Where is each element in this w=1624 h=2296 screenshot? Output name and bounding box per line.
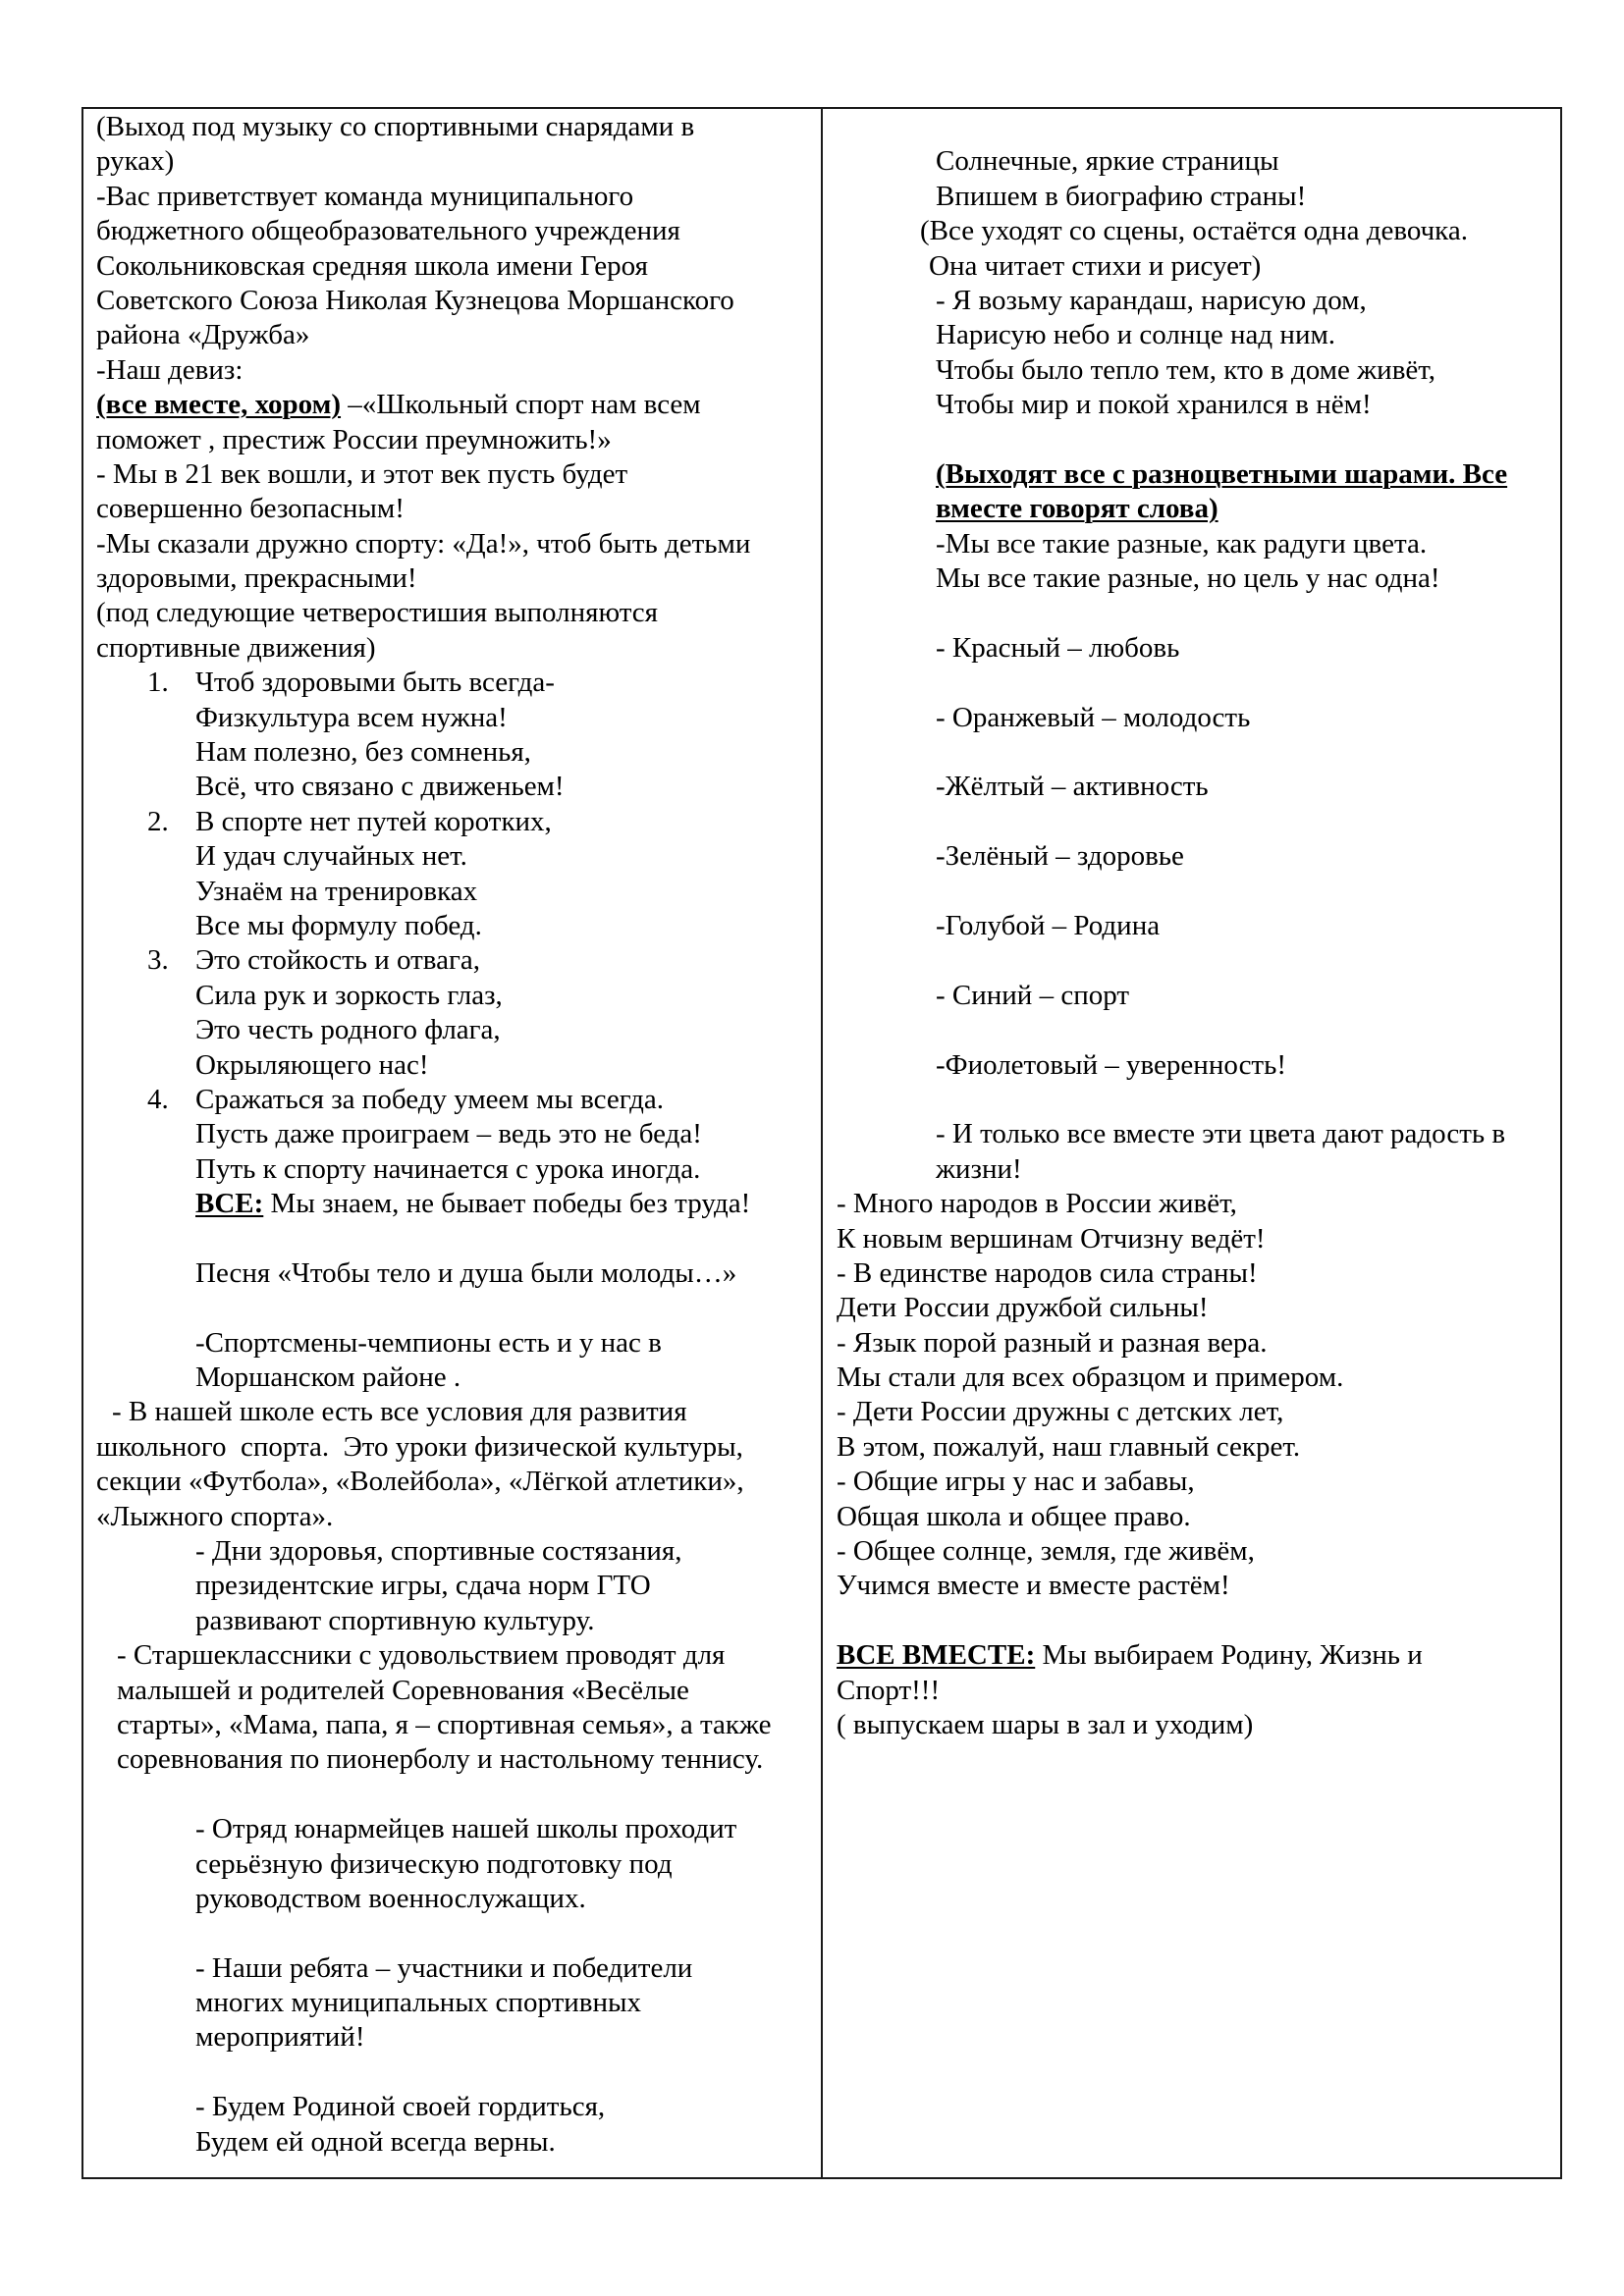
verse-line: Все мы формулу побед. <box>195 909 482 941</box>
text-line: - Старшеклассники с удовольствием проводят для <box>117 1639 726 1672</box>
verse-line: Сила рук и зоркость глаз, <box>195 979 503 1011</box>
verse-line <box>96 666 819 700</box>
poem-line: -Мы все такие разные, как радуги цвета. <box>936 527 1428 560</box>
blank-line <box>837 1604 1553 1638</box>
text-line: школьного спорта. Это уроки физической культуры, <box>96 1430 743 1463</box>
poem-line: Нарисую небо и солнце над ним. <box>936 319 1336 351</box>
verse-line: Это честь родного флага, <box>195 1014 501 1046</box>
verse-text: Сражаться за победу умеем мы всегда. <box>195 1083 665 1115</box>
blank-line <box>837 735 1553 770</box>
poem-line: - Общие игры у нас и забавы, <box>837 1466 1195 1498</box>
finale-line <box>837 1638 1553 1673</box>
stage-direction-emphasis <box>837 457 1553 492</box>
balloons-note: вместе говорят слова) <box>936 493 1218 525</box>
verse-line: И удач случайных нет. <box>195 840 467 873</box>
color-line-red: - Красный – любовь <box>936 631 1180 664</box>
poem-line: Чтобы было тепло тем, кто в доме живёт, <box>936 353 1436 386</box>
blank-line <box>837 596 1553 630</box>
all-text: Мы знаем, не бывает победы без труда! <box>263 1188 751 1220</box>
column-divider <box>821 109 823 2177</box>
stage-direction-line: руках) <box>96 145 175 178</box>
text-line: - Будем Родиной своей гордиться, <box>195 2091 606 2123</box>
verse-number: 1. <box>147 667 169 699</box>
poem-line: В этом, пожалуй, наш главный секрет. <box>837 1430 1301 1463</box>
verse-line: Узнаём на тренировках <box>195 875 478 907</box>
greeting-line: -Вас приветствует команда муниципального <box>96 180 634 212</box>
blank-line <box>96 2056 819 2090</box>
poem-line: - В единстве народов сила страны! <box>837 1256 1258 1289</box>
text-line: серьёзную физическую подготовку под <box>195 1847 673 1880</box>
poem-line: - Много народов в России живёт, <box>837 1188 1237 1220</box>
text-line: здоровыми, прекрасными! <box>96 562 417 595</box>
blank-line <box>837 423 1553 457</box>
text-line: - Отряд юнармейцев нашей школы проходит <box>195 1813 737 1845</box>
verse-line: Окрыляющего нас! <box>195 1048 429 1081</box>
poem-line: Дети России дружбой сильны! <box>837 1292 1209 1324</box>
verse-line <box>96 1083 819 1117</box>
all-together-emphasis: ВСЕ ВМЕСТЕ: <box>837 1639 1036 1672</box>
verse-text: Чтоб здоровыми быть всегда- <box>195 667 555 699</box>
verse-number: 3. <box>147 944 169 977</box>
poem-line: - Дети России дружны с детских лет, <box>837 1396 1284 1428</box>
text-line: -Спортсмены-чемпионы есть и у нас в <box>195 1326 662 1359</box>
greeting-line: бюджетного общеобразовательного учреждения <box>96 215 680 247</box>
blank-line <box>837 1083 1553 1117</box>
color-line-violet: -Фиолетовый – уверенность! <box>936 1048 1286 1081</box>
greeting-line: Советского Союза Николая Кузнецова Моршанского <box>96 284 734 316</box>
stage-direction-emphasis <box>837 492 1553 526</box>
motto-line <box>96 388 819 422</box>
text-line: развивают спортивную культуру. <box>195 1604 595 1636</box>
verse-number: 2. <box>147 805 169 837</box>
text-line: старты», «Мама, папа, я – спортивная семья», а также <box>117 1708 772 1740</box>
blank-line <box>837 666 1553 700</box>
greeting-line: района «Дружба» <box>96 319 310 351</box>
verse-text: Это стойкость и отвага, <box>195 944 480 977</box>
verse-line <box>96 943 819 978</box>
blank-line <box>837 1013 1553 1047</box>
text-line: секции «Футбола», «Волейбола», «Лёгкой атлетики», <box>96 1466 744 1498</box>
verse-text: В спорте нет путей коротких, <box>195 805 552 837</box>
verse-line: Путь к спорту начинается с урока иногда. <box>195 1152 701 1185</box>
finale-text: Мы выбираем Родину, Жизнь и <box>1035 1639 1423 1672</box>
text-line: малышей и родителей Соревнования «Весёлые <box>117 1674 689 1706</box>
poem-line: Мы стали для всех образцом и примером. <box>837 1362 1344 1394</box>
poem-line: жизни! <box>936 1152 1022 1185</box>
text-line: Моршанском районе . <box>195 1362 461 1394</box>
chorus-emphasis: (все вместе, хором) <box>96 389 342 421</box>
text-line: соревнования по пионерболу и настольному теннису. <box>117 1743 764 1776</box>
color-line-lightblue: -Голубой – Родина <box>936 909 1161 941</box>
blank-line <box>837 805 1553 839</box>
text-line: совершенно безопасным! <box>96 493 405 525</box>
stage-direction-line: (под следующие четверостишия выполняются <box>96 597 658 629</box>
text-line: президентские игры, сдача норм ГТО <box>195 1570 651 1602</box>
poem-line: - И только все вместе эти цвета дают радость в <box>936 1118 1506 1150</box>
blank-line <box>96 1222 819 1256</box>
color-line-blue: - Синий – спорт <box>936 979 1130 1011</box>
poem-line: Мы все такие разные, но цель у нас одна! <box>936 562 1440 595</box>
poem-line: Общая школа и общее право. <box>837 1500 1191 1532</box>
motto-text: –«Школьный спорт нам всем <box>341 389 701 421</box>
stage-direction-line: (Выход под музыку со спортивными снарядами в <box>96 111 695 142</box>
blank-line <box>837 943 1553 978</box>
stage-direction-line: (Все уходят со сцены, остаётся одна девочка. <box>920 215 1468 247</box>
blank-line <box>96 1291 819 1325</box>
verse-line: Всё, что связано с движеньем! <box>195 771 565 803</box>
script-table <box>81 107 1562 2179</box>
greeting-line: Сокольниковская средняя школа имени Героя <box>96 249 648 282</box>
color-line-green: -Зелёный – здоровье <box>936 840 1184 873</box>
text-line: мероприятий! <box>195 2021 365 2054</box>
text-line: «Лыжного спорта». <box>96 1500 334 1532</box>
motto-line: поможет , престиж России преумножить!» <box>96 423 612 455</box>
text-line: - Наши ребята – участники и победители <box>195 1951 693 1984</box>
text-line: многих муниципальных спортивных <box>195 1987 641 2019</box>
poem-line: - Я возьму карандаш, нарисую дом, <box>936 284 1367 316</box>
text-line: -Мы сказали дружно спорту: «Да!», чтоб быть детьми <box>96 527 751 560</box>
text-line: руководством военнослужащих. <box>195 1882 586 1914</box>
text-line: - В нашей школе есть все условия для развития <box>112 1396 687 1428</box>
blank-line <box>837 110 1553 144</box>
text-line: - Мы в 21 век вошли, и этот век пусть будет <box>96 457 628 490</box>
poem-line: Учимся вместе и вместе растём! <box>837 1570 1230 1602</box>
color-line-orange: - Оранжевый – молодость <box>936 701 1251 733</box>
blank-line <box>96 1778 819 1812</box>
all-together-line <box>96 1187 819 1221</box>
poem-line: Солнечные, яркие страницы <box>936 145 1279 178</box>
verse-line: Нам полезно, без сомненья, <box>195 736 531 769</box>
poem-line: - Общее солнце, земля, где живём, <box>837 1535 1255 1568</box>
blank-line <box>837 875 1553 909</box>
verse-line: Физкультура всем нужна! <box>195 701 508 733</box>
text-line: - Дни здоровья, спортивные состязания, <box>195 1535 682 1568</box>
all-emphasis: ВСЕ: <box>195 1188 264 1220</box>
right-column <box>837 110 1553 1742</box>
color-line-yellow: -Жёлтый – активность <box>936 771 1209 803</box>
finale-line: Спорт!!! <box>837 1674 941 1706</box>
verse-line: Пусть даже проиграем – ведь это не беда! <box>195 1118 702 1150</box>
poem-line: - Язык порой разный и разная вера. <box>837 1326 1268 1359</box>
stage-direction-line: спортивные движения) <box>96 631 376 664</box>
poem-line: Впишем в биографию страны! <box>936 180 1307 212</box>
balloons-note: (Выходят все с разноцветными шарами. Все <box>936 457 1508 490</box>
blank-line <box>96 1916 819 1950</box>
verse-number: 4. <box>147 1083 169 1115</box>
poem-line: Чтобы мир и покой хранился в нём! <box>936 389 1372 421</box>
text-line: Будем ей одной всегда верны. <box>195 2125 556 2158</box>
stage-direction-line: ( выпускаем шары в зал и уходим) <box>837 1708 1254 1740</box>
stage-direction-line: Она читает стихи и рисует) <box>929 249 1262 282</box>
left-column <box>96 110 819 2160</box>
motto-heading: -Наш девиз: <box>96 353 244 386</box>
song-title: Песня «Чтобы тело и душа были молоды…» <box>195 1256 737 1289</box>
poem-line: К новым вершинам Отчизну ведёт! <box>837 1222 1266 1255</box>
verse-line <box>96 805 819 839</box>
